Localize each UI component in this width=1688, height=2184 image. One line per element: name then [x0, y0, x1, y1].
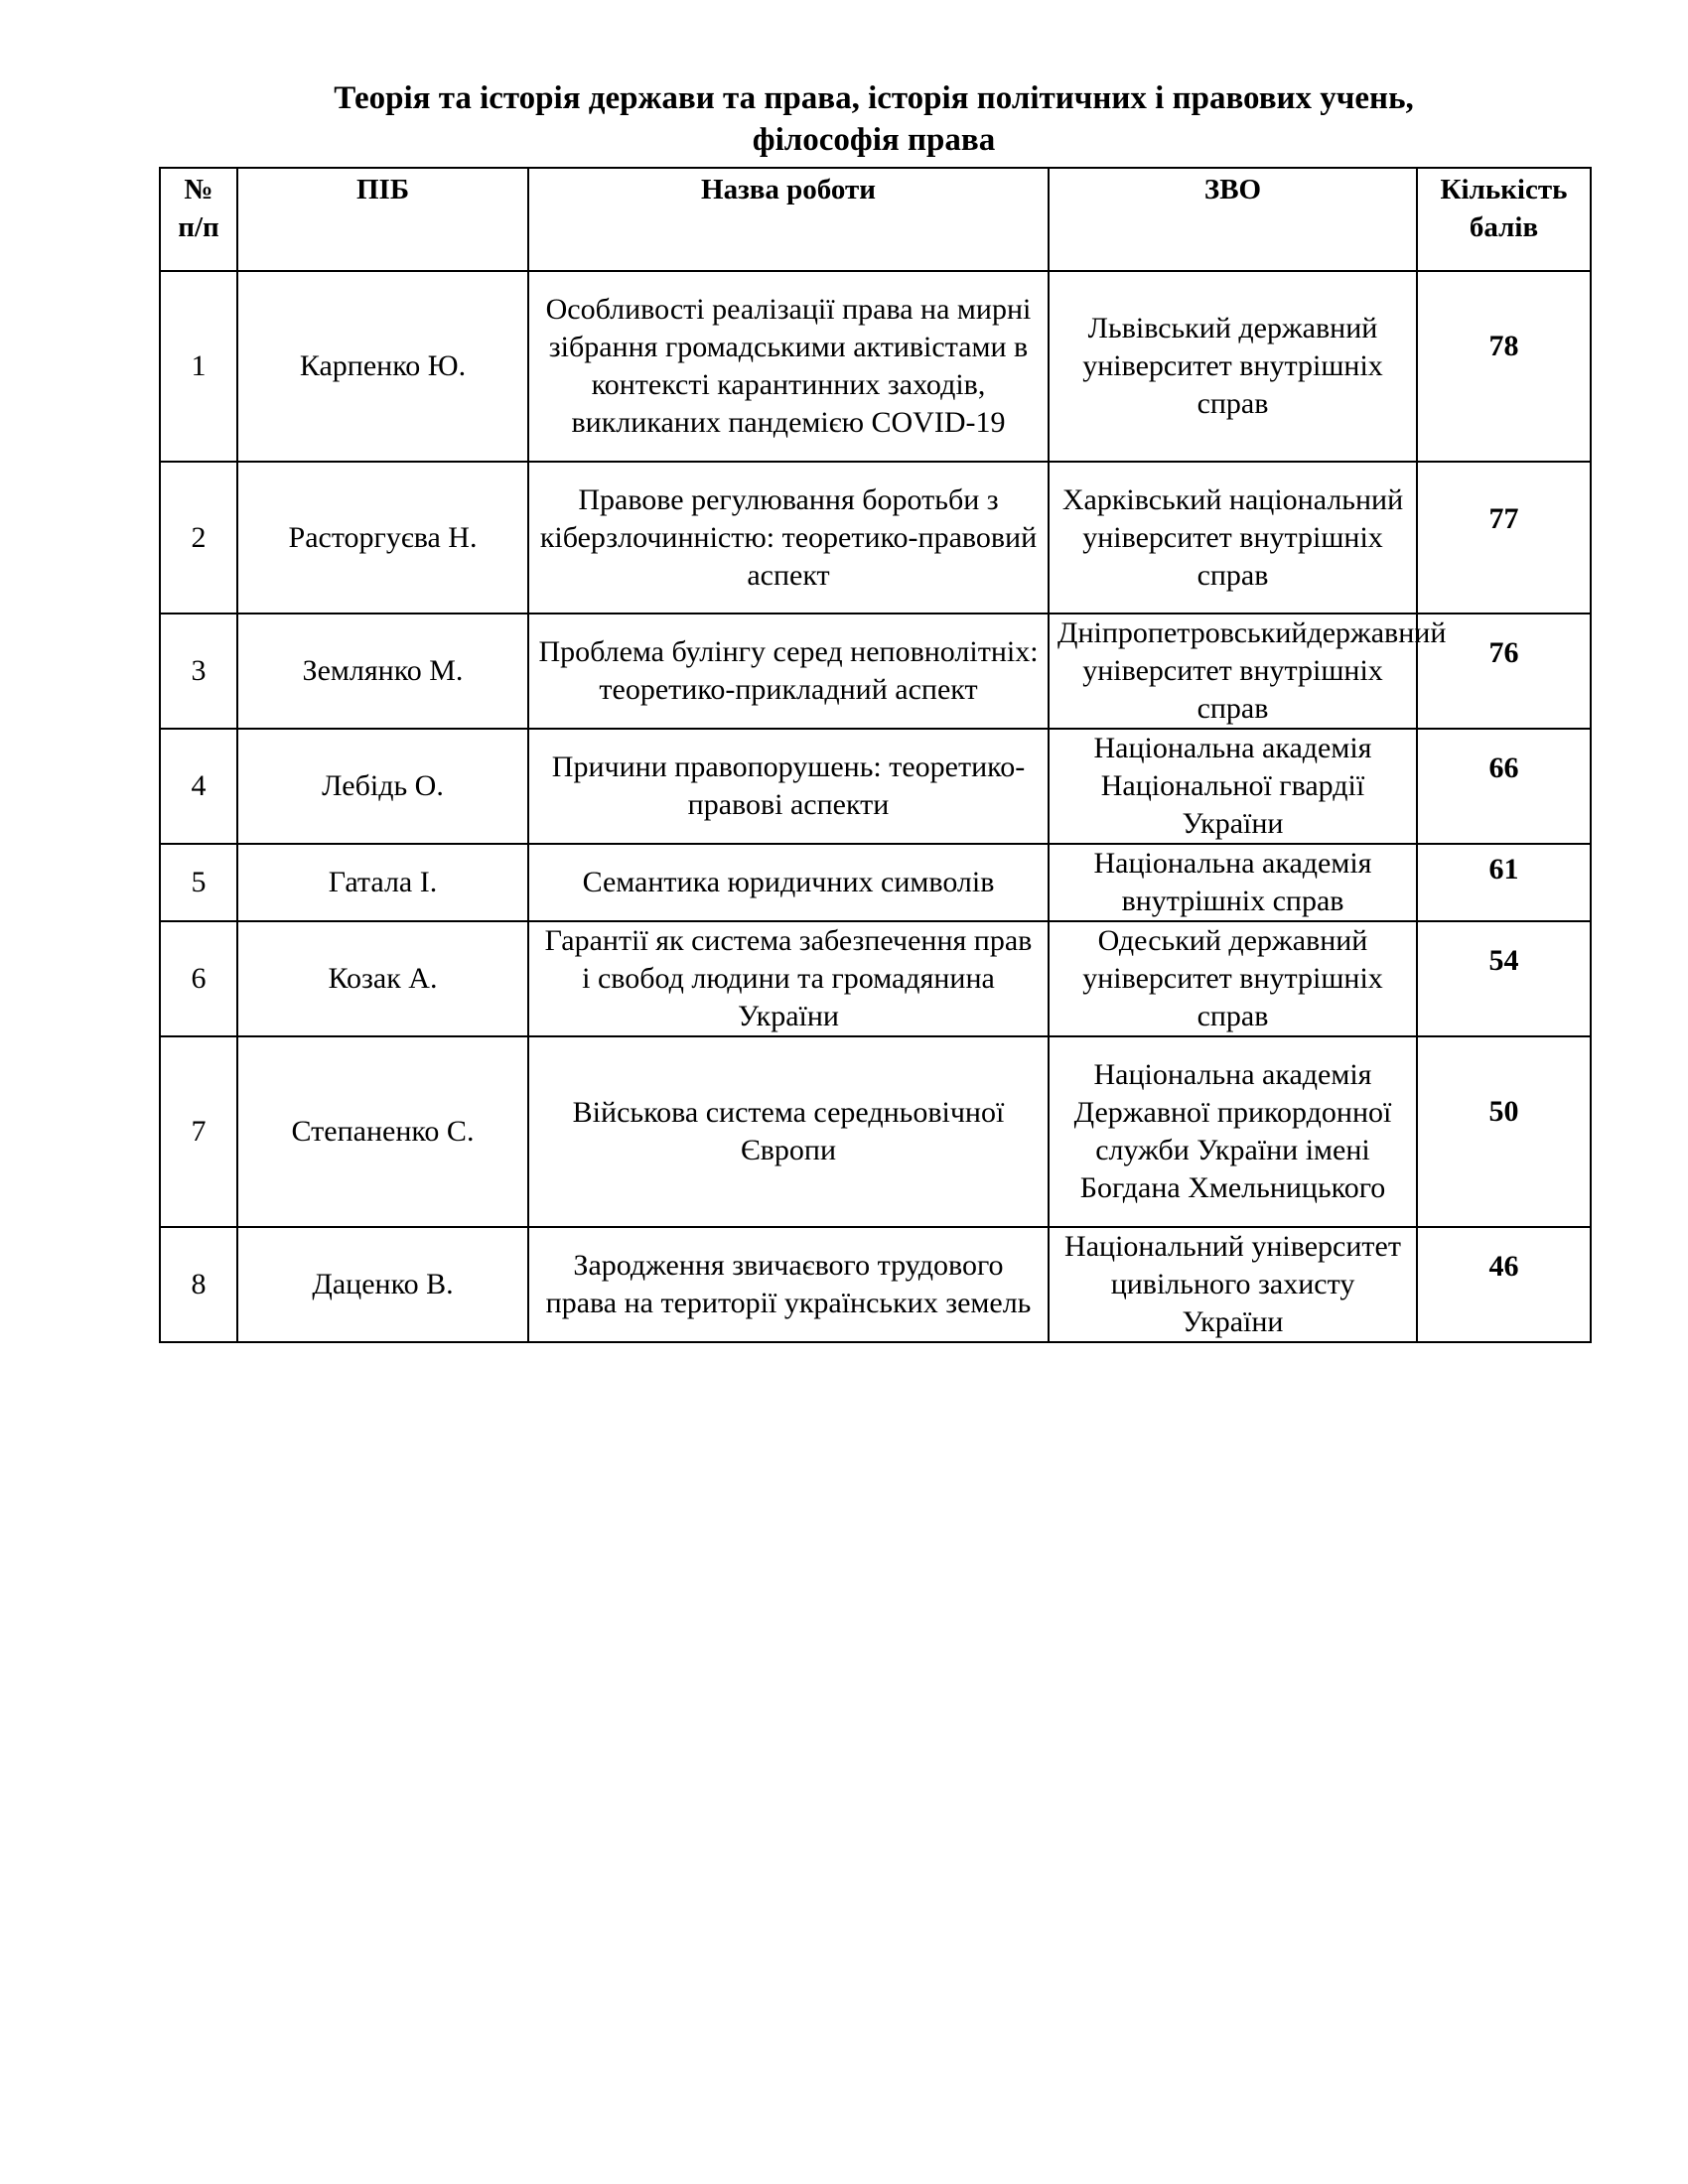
table-row	[160, 844, 1591, 921]
page-title-line-2: філософія права	[752, 122, 996, 158]
score-value: 61	[1488, 853, 1519, 886]
cell-number: 7	[160, 1036, 237, 1227]
cell-name: Карпенко Ю.	[237, 271, 528, 462]
header-name: ПІБ	[237, 168, 528, 271]
table-row	[160, 1036, 1591, 1227]
cell-work-title: Зародження звичаєвого трудового права на території українських земель	[528, 1227, 1049, 1342]
cell-name: Козак А.	[237, 921, 528, 1036]
table-row	[160, 614, 1591, 729]
cell-name: Лебідь О.	[237, 729, 528, 844]
score-value: 66	[1488, 751, 1519, 784]
page-title-line-1: Теорія та історія держави та права, історія політичних і правових учень,	[334, 80, 1414, 116]
cell-score	[1417, 462, 1591, 614]
cell-work-title: Причини правопорушень: теоретико-правові аспекти	[528, 729, 1049, 844]
header-work-title: Назва роботи	[528, 168, 1049, 271]
cell-score	[1417, 921, 1591, 1036]
cell-university: Львівський державний університет внутрішніх справ	[1049, 271, 1417, 462]
cell-work-title: Військова система середньовічної Європи	[528, 1036, 1049, 1227]
cell-work-title: Проблема булінгу серед неповнолітніх: теоретико-прикладний аспект	[528, 614, 1049, 729]
results-table	[159, 167, 1592, 1343]
cell-name: Степаненко С.	[237, 1036, 528, 1227]
cell-score	[1417, 1227, 1591, 1342]
page-title	[159, 77, 1589, 161]
cell-score	[1417, 271, 1591, 462]
cell-work-title: Правове регулювання боротьби з кіберзлочинністю: теоретико-правовий аспект	[528, 462, 1049, 614]
table-row	[160, 1227, 1591, 1342]
cell-number: 8	[160, 1227, 237, 1342]
cell-number: 6	[160, 921, 237, 1036]
cell-name: Расторгуєва Н.	[237, 462, 528, 614]
score-value: 46	[1488, 1250, 1519, 1283]
header-number: № п/п	[160, 168, 237, 271]
cell-university: Національна академія Національної гвардії України	[1049, 729, 1417, 844]
score-value: 50	[1488, 1095, 1519, 1128]
cell-university: Національна академія Державної прикордонної служби України імені Богдана Хмельницького	[1049, 1036, 1417, 1227]
cell-score	[1417, 729, 1591, 844]
cell-university: Дніпропетровськийдержавний університет внутрішніх справ	[1049, 614, 1417, 729]
table-row	[160, 462, 1591, 614]
cell-name: Гатала І.	[237, 844, 528, 921]
cell-number: 5	[160, 844, 237, 921]
cell-number: 2	[160, 462, 237, 614]
cell-number: 4	[160, 729, 237, 844]
score-value: 76	[1488, 636, 1519, 669]
header-university: ЗВО	[1049, 168, 1417, 271]
table-row	[160, 921, 1591, 1036]
cell-score	[1417, 1036, 1591, 1227]
cell-university: Національний університет цивільного захисту України	[1049, 1227, 1417, 1342]
cell-number: 1	[160, 271, 237, 462]
header-score: Кількість балів	[1417, 168, 1591, 271]
table-row	[160, 729, 1591, 844]
score-value: 78	[1488, 330, 1519, 362]
score-value: 54	[1488, 944, 1519, 977]
cell-score	[1417, 844, 1591, 921]
cell-name: Даценко В.	[237, 1227, 528, 1342]
cell-work-title: Особливості реалізації права на мирні зібрання громадськими активістами в контексті карантинних заходів, викликаних пандемією COVID-19	[528, 271, 1049, 462]
cell-university: Харківський національний університет внутрішніх справ	[1049, 462, 1417, 614]
cell-university: Національна академія внутрішніх справ	[1049, 844, 1417, 921]
cell-name: Землянко М.	[237, 614, 528, 729]
cell-number: 3	[160, 614, 237, 729]
cell-university: Одеський державний університет внутрішніх справ	[1049, 921, 1417, 1036]
table-row	[160, 271, 1591, 462]
score-value: 77	[1488, 502, 1519, 535]
table-header-row	[160, 168, 1591, 271]
cell-work-title: Семантика юридичних символів	[528, 844, 1049, 921]
cell-work-title: Гарантії як система забезпечення прав і свобод людини та громадянина України	[528, 921, 1049, 1036]
